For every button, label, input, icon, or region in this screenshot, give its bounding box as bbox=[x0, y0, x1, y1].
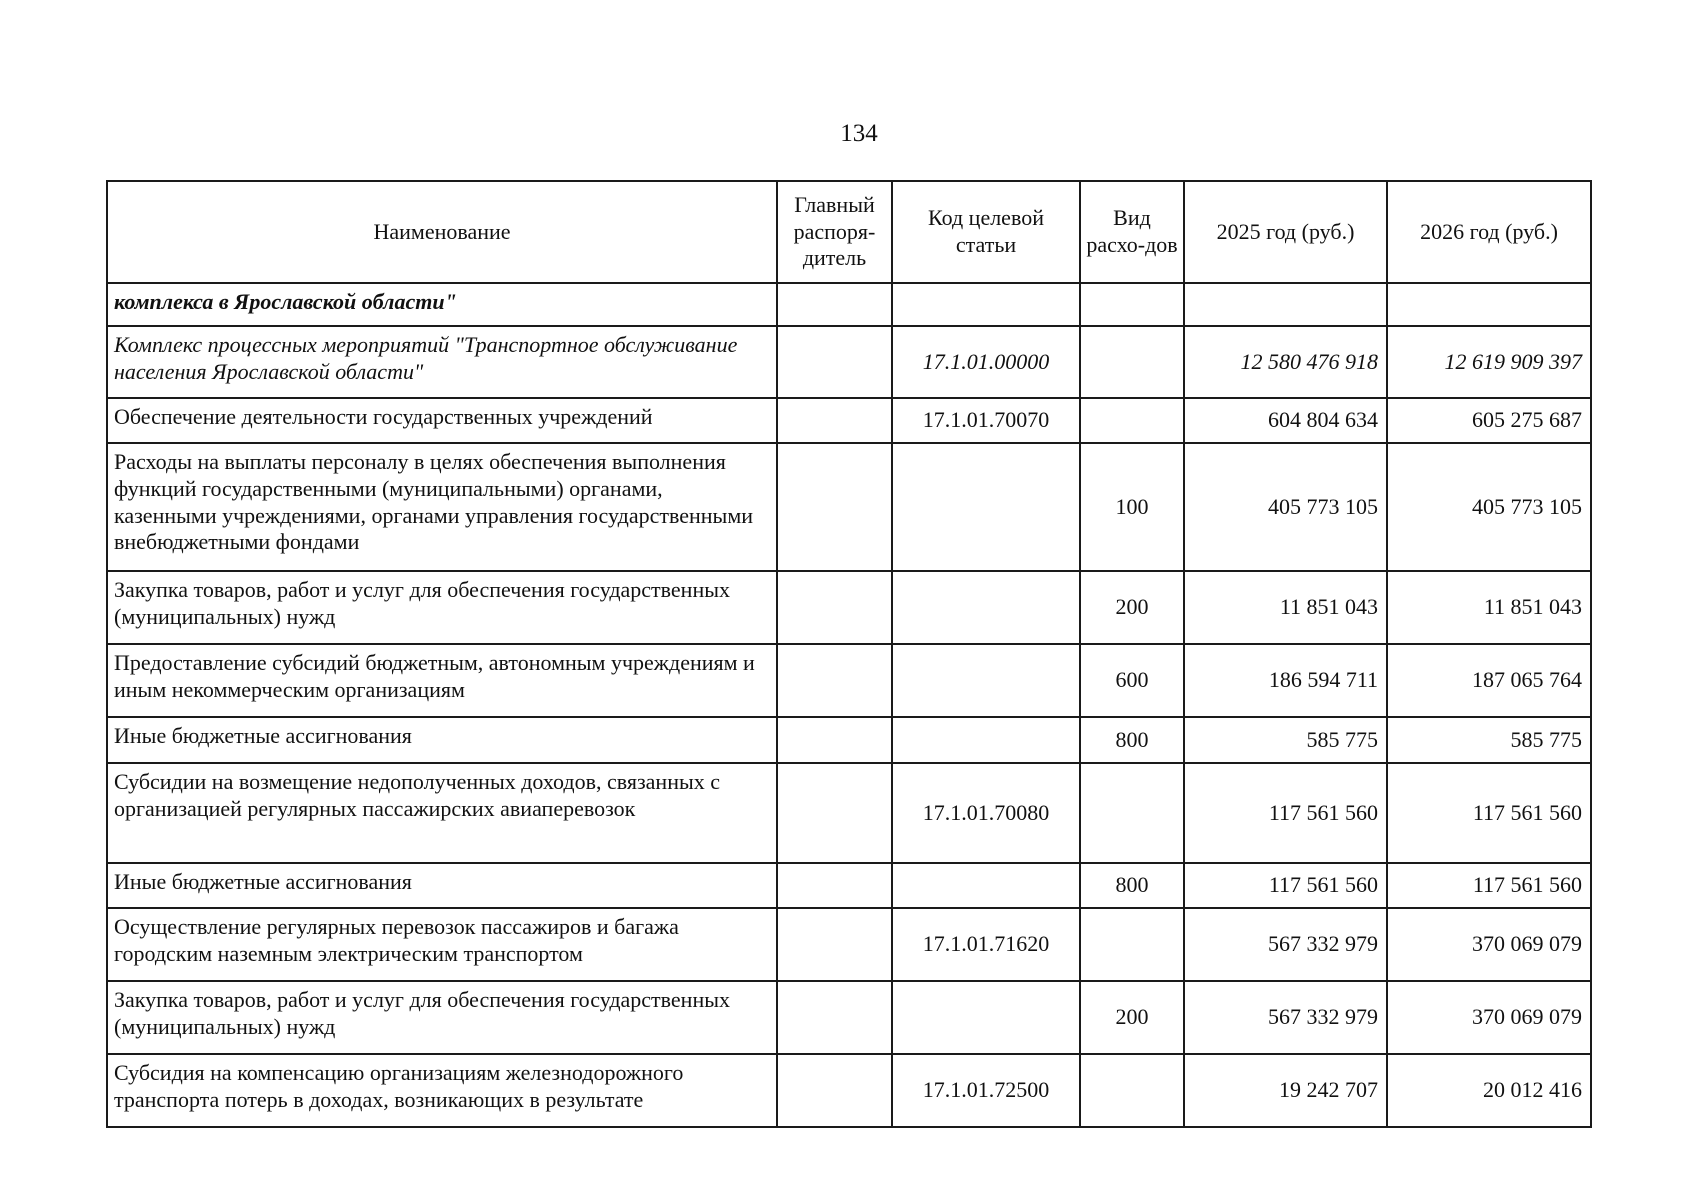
row-code bbox=[892, 863, 1080, 908]
row-kind: 100 bbox=[1080, 443, 1184, 571]
row-kind: 800 bbox=[1080, 717, 1184, 763]
budget-table bbox=[106, 180, 1592, 1128]
row-name: Комплекс процессных мероприятий "Транспортное обслуживание населения Ярославской области" bbox=[107, 326, 777, 398]
row-2026: 12 619 909 397 bbox=[1387, 326, 1591, 398]
row-name: Иные бюджетные ассигнования bbox=[107, 717, 777, 763]
header-name: Наименование bbox=[107, 181, 777, 283]
row-2025: 567 332 979 bbox=[1184, 908, 1387, 981]
row-2026: 117 561 560 bbox=[1387, 763, 1591, 863]
table-row bbox=[107, 717, 1591, 763]
row-kind: 600 bbox=[1080, 644, 1184, 717]
header-2026: 2026 год (руб.) bbox=[1387, 181, 1591, 283]
row-admin bbox=[777, 571, 892, 644]
row-2025: 117 561 560 bbox=[1184, 763, 1387, 863]
row-2026 bbox=[1387, 283, 1591, 326]
row-code bbox=[892, 981, 1080, 1054]
row-admin bbox=[777, 644, 892, 717]
table-row bbox=[107, 398, 1591, 443]
row-name: Расходы на выплаты персоналу в целях обеспечения выполнения функций государственными (муниципальными) органами, казенными учреждениями, органами управления государственными внебюджетными фондами bbox=[107, 443, 777, 571]
row-admin bbox=[777, 863, 892, 908]
row-kind bbox=[1080, 1054, 1184, 1127]
row-name: Предоставление субсидий бюджетным, автономным учреждениям и иным некоммерческим организациям bbox=[107, 644, 777, 717]
row-kind bbox=[1080, 326, 1184, 398]
page-number: 134 bbox=[840, 120, 878, 147]
row-code bbox=[892, 644, 1080, 717]
row-2026: 605 275 687 bbox=[1387, 398, 1591, 443]
row-admin bbox=[777, 443, 892, 571]
row-2026: 370 069 079 bbox=[1387, 981, 1591, 1054]
row-name: комплекса в Ярославской области" bbox=[107, 283, 777, 326]
table-row bbox=[107, 283, 1591, 326]
row-2025: 405 773 105 bbox=[1184, 443, 1387, 571]
row-2026: 585 775 bbox=[1387, 717, 1591, 763]
table-row bbox=[107, 908, 1591, 981]
table-row bbox=[107, 443, 1591, 571]
row-name: Субсидия на компенсацию организациям железнодорожного транспорта потерь в доходах, возникающих в результате bbox=[107, 1054, 777, 1127]
row-kind bbox=[1080, 398, 1184, 443]
row-admin bbox=[777, 981, 892, 1054]
row-2026: 405 773 105 bbox=[1387, 443, 1591, 571]
table-row bbox=[107, 1054, 1591, 1127]
row-name: Субсидии на возмещение недополученных доходов, связанных с организацией регулярных пассажирских авиаперевозок bbox=[107, 763, 777, 863]
row-admin bbox=[777, 763, 892, 863]
row-admin bbox=[777, 908, 892, 981]
row-code bbox=[892, 443, 1080, 571]
row-2025: 604 804 634 bbox=[1184, 398, 1387, 443]
table-row bbox=[107, 763, 1591, 863]
header-code: Код целевой статьи bbox=[892, 181, 1080, 283]
row-2025: 585 775 bbox=[1184, 717, 1387, 763]
row-2025: 567 332 979 bbox=[1184, 981, 1387, 1054]
row-2026: 187 065 764 bbox=[1387, 644, 1591, 717]
row-kind bbox=[1080, 283, 1184, 326]
table-body bbox=[107, 283, 1591, 1127]
row-code: 17.1.01.70070 bbox=[892, 398, 1080, 443]
row-name: Иные бюджетные ассигнования bbox=[107, 863, 777, 908]
row-2025: 12 580 476 918 bbox=[1184, 326, 1387, 398]
row-2025: 11 851 043 bbox=[1184, 571, 1387, 644]
table-row bbox=[107, 644, 1591, 717]
row-code: 17.1.01.72500 bbox=[892, 1054, 1080, 1127]
header-kind: Вид расхо-дов bbox=[1080, 181, 1184, 283]
row-code bbox=[892, 283, 1080, 326]
table-row bbox=[107, 571, 1591, 644]
row-code: 17.1.01.71620 bbox=[892, 908, 1080, 981]
row-code bbox=[892, 571, 1080, 644]
row-kind: 200 bbox=[1080, 571, 1184, 644]
row-admin bbox=[777, 398, 892, 443]
table-row bbox=[107, 981, 1591, 1054]
row-kind bbox=[1080, 908, 1184, 981]
header-admin: Главный распоря-дитель bbox=[777, 181, 892, 283]
row-2026: 370 069 079 bbox=[1387, 908, 1591, 981]
row-code bbox=[892, 717, 1080, 763]
row-name: Закупка товаров, работ и услуг для обеспечения государственных (муниципальных) нужд bbox=[107, 981, 777, 1054]
row-name: Осуществление регулярных перевозок пассажиров и багажа городским наземным электрическим транспортом bbox=[107, 908, 777, 981]
row-kind: 200 bbox=[1080, 981, 1184, 1054]
row-2025 bbox=[1184, 283, 1387, 326]
row-2025: 117 561 560 bbox=[1184, 863, 1387, 908]
row-2026: 20 012 416 bbox=[1387, 1054, 1591, 1127]
row-name: Закупка товаров, работ и услуг для обеспечения государственных (муниципальных) нужд bbox=[107, 571, 777, 644]
table-header-row bbox=[107, 181, 1591, 283]
header-2025: 2025 год (руб.) bbox=[1184, 181, 1387, 283]
row-2026: 117 561 560 bbox=[1387, 863, 1591, 908]
row-name: Обеспечение деятельности государственных учреждений bbox=[107, 398, 777, 443]
row-kind bbox=[1080, 763, 1184, 863]
row-code: 17.1.01.00000 bbox=[892, 326, 1080, 398]
row-code: 17.1.01.70080 bbox=[892, 763, 1080, 863]
row-admin bbox=[777, 283, 892, 326]
table-row bbox=[107, 863, 1591, 908]
table-row bbox=[107, 326, 1591, 398]
row-admin bbox=[777, 717, 892, 763]
row-2025: 186 594 711 bbox=[1184, 644, 1387, 717]
row-kind: 800 bbox=[1080, 863, 1184, 908]
row-admin bbox=[777, 1054, 892, 1127]
row-2026: 11 851 043 bbox=[1387, 571, 1591, 644]
row-2025: 19 242 707 bbox=[1184, 1054, 1387, 1127]
row-admin bbox=[777, 326, 892, 398]
